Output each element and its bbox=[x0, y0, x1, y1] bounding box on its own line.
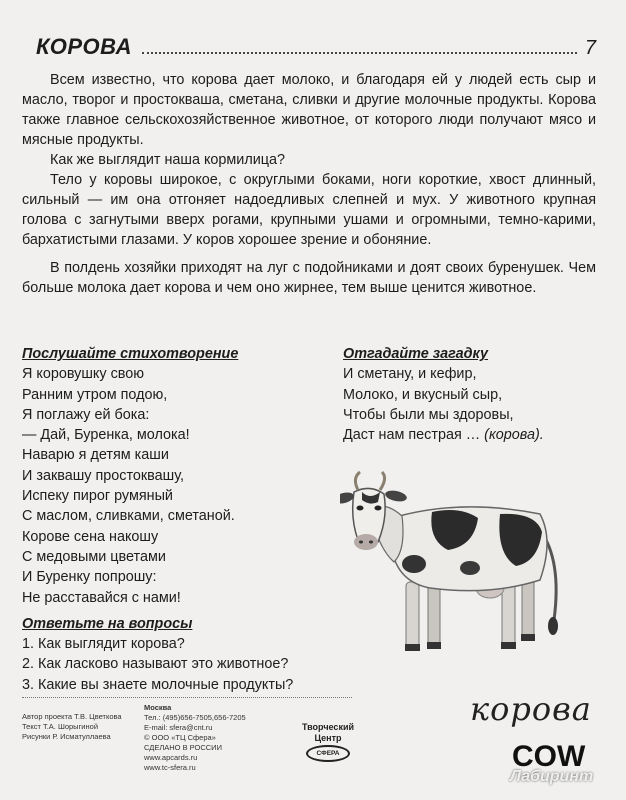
poem-line: Не расставайся с нами! bbox=[22, 589, 181, 606]
logo-oval: СФЕРА bbox=[306, 745, 350, 762]
publisher-line: www.tc-sfera.ru bbox=[144, 763, 196, 772]
intro-paragraph: В полдень хозяйки приходят на луг с подойниками и доят своих буренушек. Чем больше молока дает корова и чем оно жирнее, тем выше ценится животное. bbox=[22, 260, 596, 296]
cow-illustration bbox=[340, 470, 570, 660]
riddle-line: И сметану, и кефир, bbox=[343, 366, 477, 383]
publisher-line: E-mail: sfera@cnt.ru bbox=[144, 723, 213, 732]
right-column bbox=[343, 344, 613, 445]
riddle-last-line: Даст нам пестрая … bbox=[343, 427, 485, 444]
poem-line: С маслом, сливками, сметаной. bbox=[22, 508, 235, 525]
riddle-title: Отгадайте загадку bbox=[343, 346, 488, 362]
riddle-line: Молоко, и вкусный сыр, bbox=[343, 386, 503, 403]
publisher-line: СДЕЛАНО В РОССИИ bbox=[144, 743, 222, 752]
poem-line: И заквашу простоквашу, bbox=[22, 467, 184, 484]
question-item: 1. Как выглядит корова? bbox=[22, 636, 185, 653]
riddle-answer: (корова). bbox=[484, 427, 544, 444]
poem-line: Корове сена накошу bbox=[22, 528, 159, 545]
poem-line: Ранним утром подою, bbox=[22, 386, 168, 403]
publisher-city: Москва bbox=[144, 703, 172, 712]
footer-divider bbox=[22, 697, 352, 698]
poem-title: Послушайте стихотворение bbox=[22, 346, 239, 362]
publisher-logo bbox=[288, 722, 368, 762]
poem-line: Испеку пирог румяный bbox=[22, 488, 173, 505]
questions-title: Ответьте на вопросы bbox=[22, 615, 193, 632]
watermark: Лабиринт bbox=[510, 768, 594, 785]
logo-line: Центр bbox=[314, 733, 342, 743]
left-column bbox=[22, 344, 342, 695]
page-header bbox=[36, 30, 596, 60]
english-word-label: COW bbox=[512, 740, 586, 773]
logo-line: Творческий bbox=[301, 722, 355, 732]
intro-paragraph: Как же выглядит наша кормилица? bbox=[50, 152, 286, 168]
question-item: 2. Как ласково называют это животное? bbox=[22, 656, 289, 673]
riddle-line bbox=[343, 425, 613, 445]
intro-paragraph: Всем известно, что корова дает молоко, и благодаря ей у людей есть сыр и масло, творог и простокваша, сметана, сливки и другие молочные продукты. Корова также главное сельскохозяйственное животное, от которого люди получают мясо и мясные продукты. bbox=[22, 72, 596, 148]
poem-line: Я поглажу ей бока: bbox=[22, 406, 150, 423]
page-title: КОРОВА bbox=[36, 34, 133, 59]
publisher-block bbox=[144, 703, 246, 773]
credit-line: Текст Т.А. Шорыгиной bbox=[22, 722, 99, 731]
credit-line: Автор проекта Т.В. Цветкова bbox=[22, 712, 122, 721]
dotted-leader bbox=[142, 51, 577, 54]
riddle-line: Чтобы были мы здоровы, bbox=[343, 406, 514, 423]
question-item: 3. Какие вы знаете молочные продукты? bbox=[22, 676, 294, 693]
publisher-line: Тел.: (495)656-7505,656-7205 bbox=[144, 713, 246, 722]
credits-block bbox=[22, 712, 122, 742]
script-word-label: корова bbox=[470, 690, 592, 728]
poem-line: Наварю я детям каши bbox=[22, 447, 169, 464]
intro-text bbox=[22, 70, 596, 298]
credit-line: Рисунки Р. Исматуллаева bbox=[22, 732, 111, 741]
poem-line: — Дай, Буренка, молока! bbox=[22, 427, 190, 444]
publisher-line: © ООО «ТЦ Сфера» bbox=[144, 733, 216, 742]
intro-paragraph: Тело у коровы широкое, с округлыми боками, ноги короткие, хвост длинный, сильный — им она отгоняет надоедливых слепней и мух. У животного крупная голова с загнутыми вверх рогами, крупными ушами и огромными, темно-карими, бархатистыми глазами. У коров хорошее зрение и обоняние. bbox=[22, 172, 596, 248]
poem-line: С медовыми цветами bbox=[22, 548, 166, 565]
poem-line: И Буренку попрошу: bbox=[22, 569, 157, 586]
page-number: 7 bbox=[584, 37, 596, 59]
poem-line: Я коровушку свою bbox=[22, 366, 145, 383]
publisher-line: www.apcards.ru bbox=[144, 753, 198, 762]
